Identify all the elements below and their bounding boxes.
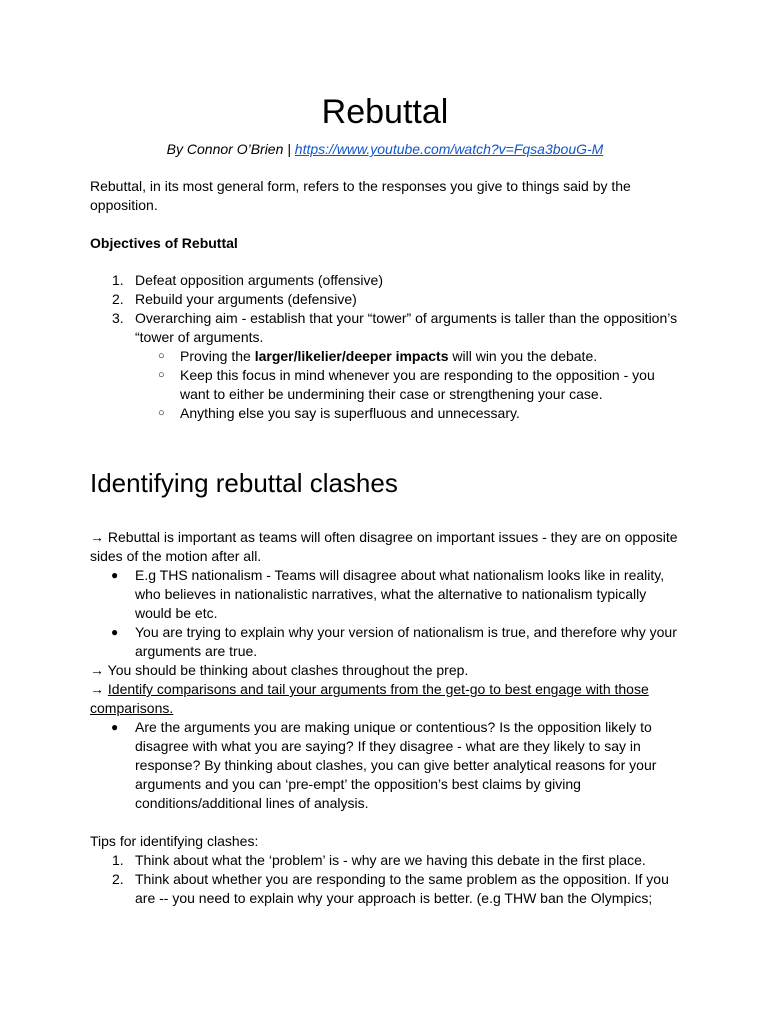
- hollow-bullet-icon: ○: [158, 350, 165, 362]
- sub-list-item: [90, 366, 680, 404]
- list-item: [90, 309, 680, 347]
- underlined-text: Identify comparisons and tail your arguments from the get-go to best engage with those comparisons.: [90, 681, 649, 716]
- list-item: [90, 290, 680, 309]
- filled-bullet-icon: ●: [111, 720, 119, 734]
- list-item: [90, 271, 680, 290]
- paragraph: → You should be thinking about clashes throughout the prep.: [90, 662, 469, 678]
- sub-list-item: [90, 347, 680, 366]
- list-number: 2.: [112, 291, 124, 307]
- list-item: [90, 623, 680, 661]
- hollow-bullet-icon: ○: [158, 369, 165, 381]
- intro-paragraph: Rebuttal, in its most general form, refers to the responses you give to things said by the opposition.: [90, 178, 631, 213]
- list-item-text: You are trying to explain why your version of nationalism is true, and therefore why your arguments are true.: [135, 624, 677, 659]
- list-number: 2.: [112, 871, 124, 887]
- tips-heading: Tips for identifying clashes:: [90, 833, 259, 849]
- byline: [90, 140, 680, 159]
- sub-item-text-before: Proving the: [180, 348, 255, 364]
- byline-author: By Connor O’Brien |: [166, 141, 295, 157]
- sub-item-text: Anything else you say is superfluous and unnecessary.: [180, 405, 520, 421]
- youtube-link[interactable]: https://www.youtube.com/watch?v=Fqsa3bouG-M: [294, 141, 604, 157]
- tips-list: [90, 851, 680, 908]
- sub-item-text-after: will win you the debate.: [448, 348, 598, 364]
- list-item-text: Think about whether you are responding to the same problem as the opposition. If you are -- you need to explain why your approach is better. (e.g THW ban the Olympics;: [135, 871, 669, 906]
- list-number: 1.: [112, 272, 124, 288]
- objectives-heading: Objectives of Rebuttal: [90, 235, 238, 251]
- bullet-list: [90, 566, 680, 661]
- section-heading: Identifying rebuttal clashes: [90, 468, 398, 498]
- sub-item-text: Keep this focus in mind whenever you are responding to the opposition - you want to either be undermining their case or strengthening your case.: [180, 367, 655, 402]
- list-item: [90, 718, 680, 813]
- list-item: [90, 566, 680, 623]
- list-item: [90, 851, 680, 870]
- list-number: 1.: [112, 852, 124, 868]
- list-number: 3.: [112, 310, 124, 326]
- list-item-text: Think about what the ‘problem’ is - why are we having this debate in the first place.: [135, 852, 646, 868]
- bullet-list: [90, 718, 680, 813]
- paragraph: [90, 680, 680, 718]
- list-item: [90, 870, 680, 908]
- sub-list-item: [90, 404, 680, 423]
- objectives-list: [90, 271, 680, 423]
- hollow-bullet-icon: ○: [158, 407, 165, 419]
- page-title: Rebuttal: [321, 93, 449, 131]
- arrow-text: →: [90, 681, 108, 697]
- sub-item-bold-text: larger/likelier/deeper impacts: [254, 348, 449, 364]
- list-item-text: E.g THS nationalism - Teams will disagree about what nationalism looks like in reality, who believes in nationalistic narratives, what the alternative to nationalism typically would be etc.: [135, 567, 665, 621]
- filled-bullet-icon: ●: [111, 568, 119, 582]
- section-content: [90, 528, 680, 908]
- list-item-text: Overarching aim - establish that your “tower” of arguments is taller than the opposition’s “tower of arguments.: [135, 310, 678, 345]
- filled-bullet-icon: ●: [111, 625, 119, 639]
- list-item-text: Defeat opposition arguments (offensive): [135, 272, 383, 288]
- paragraph: → Rebuttal is important as teams will often disagree on important issues - they are on opposite sides of the motion after all.: [90, 529, 678, 564]
- list-item-text: Are the arguments you are making unique or contentious? Is the opposition likely to disagree with what you are saying? If they disagree - what are they likely to say in response? By thinking about clashes, you can give better analytical reasons for your arguments and you can ‘pre-empt’ the opposition’s best claims by giving conditions/additional lines of analysis.: [135, 719, 657, 811]
- spacer: [90, 813, 680, 832]
- list-item-text: Rebuild your arguments (defensive): [135, 291, 357, 307]
